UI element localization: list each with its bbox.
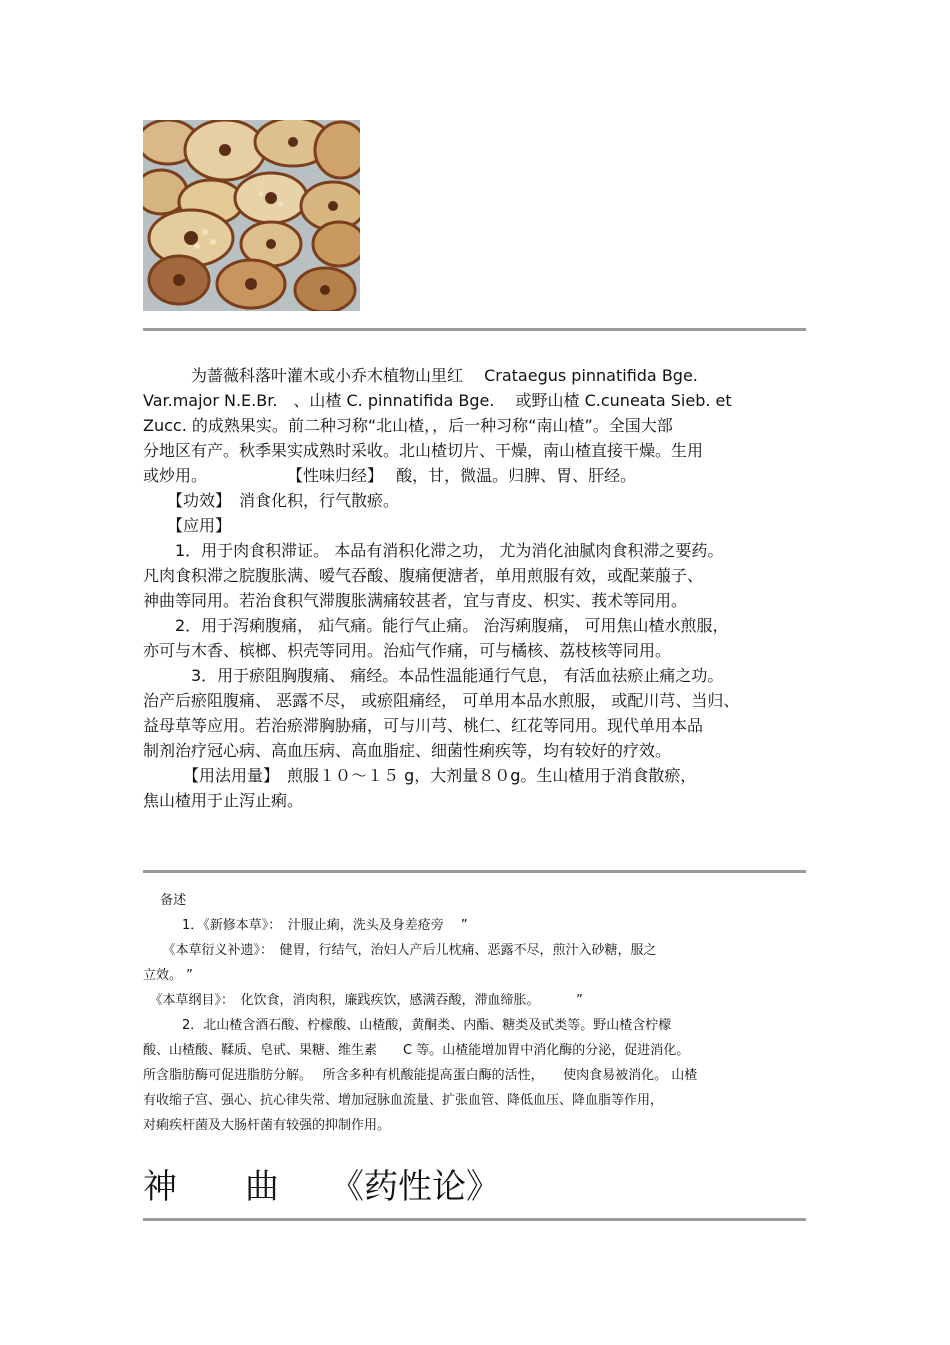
notes-line: 《本草衍义补遗》： 健胃，行结气，治妇人产后儿枕痛、恶露不尽，煎汁入砂糖，服之	[143, 943, 657, 958]
notes-line: 立效。 ”	[143, 968, 193, 983]
body-line: Zucc. 的成熟果实。前二种习称“北山楂，，后一种习称“南山楂”。全国大部	[143, 416, 673, 435]
divider-top	[143, 328, 806, 331]
divider-bottom	[143, 1218, 806, 1221]
body-line: 【应用】	[143, 516, 232, 535]
body-line: 神曲等同用。若治食积气滞腹胀满痛较甚者，宜与青皮、枳实、莪术等同用。	[143, 591, 688, 610]
body-line: 亦可与木香、槟榔、枳壳等同用。治疝气作痛，可与橘核、荔枝核等同用。	[143, 641, 672, 660]
body-line: 为蔷薇科落叶灌木或小乔木植物山里红 Crataegus pinnatifida Bge.	[143, 366, 698, 385]
body-line: 1．用于肉食积滞证。 本品有消积化滞之功， 尤为消化油腻肉食积滞之要药。	[143, 541, 724, 560]
notes-line: 酸、山楂酸、鞣质、皂甙、果糖、维生素 C 等。山楂能增加胃中消化酶的分泌，促进消化。	[143, 1043, 690, 1058]
entry-body	[143, 363, 813, 813]
notes-line: 有收缩子宫、强心、抗心律失常、增加冠脉血流量、扩张血管、降低血压、降血脂等作用，	[143, 1093, 664, 1108]
next-entry-title: 神 曲 《药性论》	[143, 1167, 500, 1207]
body-line: 2．用于泻痢腹痛， 疝气痛。能行气止痛。 治泻痢腹痛， 可用焦山楂水煎服，	[143, 616, 729, 635]
body-line: 治产后瘀阻腹痛、 恶露不尽， 或瘀阻痛经， 可单用本品水煎服， 或配川芎、当归、	[143, 691, 740, 710]
divider-middle	[143, 870, 806, 873]
body-line: 制剂治疗冠心病、高血压病、高血脂症、细菌性痢疾等，均有较好的疗效。	[143, 741, 672, 760]
body-line: 分地区有产。秋季果实成熟时采收。北山楂切片、干燥，南山楂直接干燥。生用	[143, 441, 704, 460]
notes-line: 对痢疾杆菌及大肠杆菌有较强的抑制作用。	[143, 1118, 391, 1133]
body-line: Var.major N.E.Br. 、山楂 C. pinnatifida Bge. 或野山楂 C.cuneata Sieb. et	[143, 391, 732, 410]
body-line: 益母草等应用。若治瘀滞胸胁痛，可与川芎、桃仁、红花等同用。现代单用本品	[143, 716, 704, 735]
notes-line: 所含脂肪酶可促进脂肪分解。 所含多种有机酸能提高蛋白酶的活性， 使肉食易被消化。 山楂	[143, 1068, 698, 1083]
body-line: 【用法用量】 煎服１０～１５ g，大剂量８０g。生山楂用于消食散瘀，	[143, 766, 697, 785]
notes-line: 《本草纲目》： 化饮食，消肉积，廉践疾饮，感满吞酸，滞血缔胀。 ”	[143, 993, 583, 1008]
body-line: 3．用于瘀阻胸腹痛、 痛经。本品性温能通行气息， 有活血祛瘀止痛之功。	[143, 666, 724, 685]
body-line: 【功效】 消食化积，行气散瘀。	[143, 491, 400, 510]
body-line: 凡肉食积滞之脘腹胀满、嗳气吞酸、腹痛便溏者，单用煎服有效，或配莱菔子、	[143, 566, 704, 585]
hawthorn-photo	[143, 120, 360, 311]
notes-section	[143, 888, 813, 1138]
body-line: 或炒用。 【性味归经】 酸，甘，微温。归脾、胃、肝经。	[143, 466, 637, 485]
body-line: 焦山楂用于止泻止痢。	[143, 791, 304, 810]
notes-line: 1．《新修本草》： 汁服止痢，洗头及身差疮旁 ”	[143, 918, 468, 933]
notes-line: 2．北山楂含酒石酸、柠檬酸、山楂酸，黄酮类、内酯、糖类及甙类等。野山楂含柠檬	[143, 1018, 672, 1033]
notes-line: 备述	[143, 893, 187, 908]
hawthorn-slices-image	[143, 120, 360, 311]
